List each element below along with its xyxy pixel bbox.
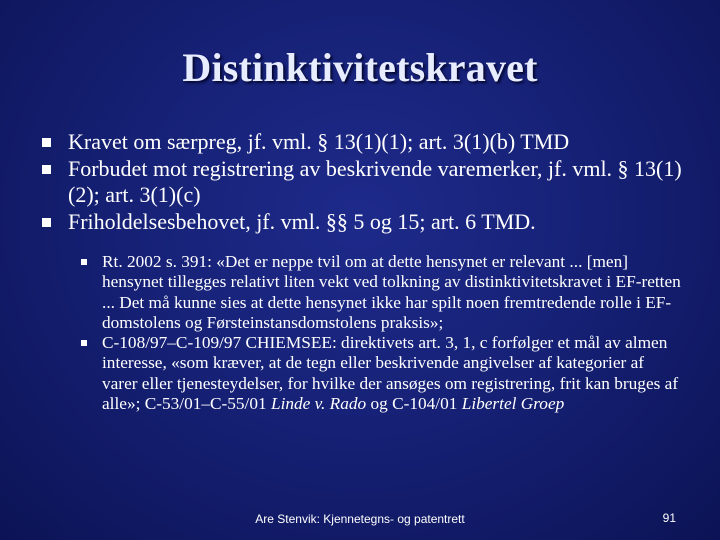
bullet-text: Kravet om særpreg, jf. vml. § 13(1)(1); art. 3(1)(b) TMD (68, 129, 570, 154)
slide-title: Distinktivitetskravet (182, 45, 538, 90)
sub-bullet-connector: og C‑104/01 (366, 394, 462, 414)
sub-bullet-item (83, 252, 683, 333)
bullet-item (46, 156, 686, 209)
sub-bullet-text: C-108/97–C-109/97 CHIEMSEE: direktivets art. 3, 1, c forfølger et mål av almen interesse, «som kræver, at de tegn eller beskrivende angivelser af kategorier af varer eller tjenesteydelser, for hvilke der ansøges om registrering, frit kan bruges af alle»; C‑53/01–C-55/01 (102, 333, 679, 414)
sub-bullet-list (83, 252, 683, 414)
square-bullet-icon (42, 218, 51, 227)
bullet-list (46, 129, 686, 235)
square-bullet-icon (81, 340, 87, 346)
square-bullet-icon (42, 138, 51, 147)
page-number: 91 (662, 511, 676, 525)
bullet-text: Friholdelsesbehovet, jf. vml. §§ 5 og 15; art. 6 TMD. (68, 208, 536, 234)
bullet-item (46, 209, 686, 236)
slide-footer: Are Stenvik: Kjennetegns- og patentrett (255, 512, 465, 526)
square-bullet-icon (81, 259, 87, 265)
bullet-item (46, 129, 686, 156)
square-bullet-icon (42, 165, 51, 174)
case-name: Linde v. Rado (270, 394, 367, 414)
sub-bullet-item (83, 333, 683, 414)
sub-bullet-text: Rt. 2002 s. 391: «Det er neppe tvil om at dette hensynet er relevant ... [men] hensynet tillegges relativt liten vekt ved tolkning av distinktivitetskravet i EF-retten ... Det må kunne sies at dette hensynet ikke har spilt noen fremtredende rolle i EF-domstolens og Førsteinstansdomstolens praksis»; (102, 252, 681, 332)
bullet-text: Forbudet mot registrering av beskrivende varemerker, jf. vml. § 13(1)(2); art. 3(1)(c) (68, 155, 682, 207)
case-name: Libertel Groep (461, 394, 565, 414)
